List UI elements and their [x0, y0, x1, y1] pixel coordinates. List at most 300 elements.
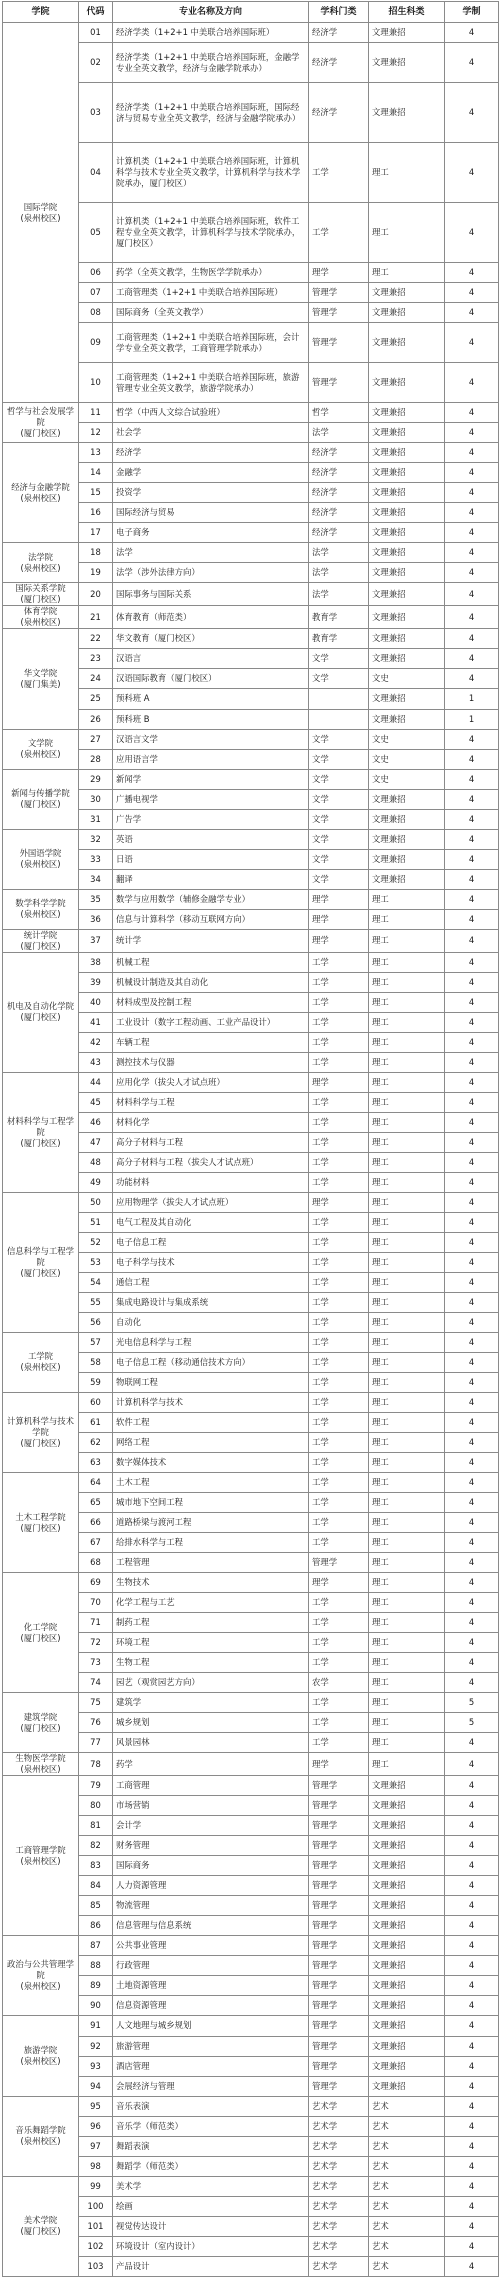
major-code-cell: 19	[79, 563, 113, 583]
school-cell: 哲学与社会发展学院 (厦门校区)	[3, 403, 79, 443]
major-name-cell: 光电信息科学与工程	[113, 1332, 309, 1352]
discipline-cell: 工学	[309, 1232, 369, 1252]
school-cell: 法学院 (泉州校区)	[3, 543, 79, 583]
major-code-cell: 45	[79, 1092, 113, 1112]
major-name-cell: 金融学	[113, 463, 309, 483]
major-code-cell: 91	[79, 2016, 113, 2036]
discipline-cell: 工学	[309, 1172, 369, 1192]
major-name-cell: 药学（全英文教学，生物医学学院承办）	[113, 263, 309, 283]
school-cell: 化工学院 (厦门校区)	[3, 1573, 79, 1693]
enrollment-type-cell: 理工	[369, 1232, 445, 1252]
duration-cell: 4	[445, 463, 499, 483]
major-name-cell: 工商管理类（1+2+1 中美联合培养国际班，旅游管理专业全英文教学，旅游学院承办）	[113, 363, 309, 403]
enrollment-type-cell: 理工	[369, 1573, 445, 1593]
major-code-cell: 77	[79, 1733, 113, 1753]
discipline-cell: 艺术学	[309, 2116, 369, 2136]
enrollment-type-cell: 理工	[369, 1212, 445, 1232]
duration-cell: 4	[445, 263, 499, 283]
enrollment-type-cell: 文理兼招	[369, 809, 445, 829]
major-code-cell: 84	[79, 1876, 113, 1896]
major-name-cell: 数学与应用数学（辅修金融学专业）	[113, 889, 309, 909]
major-code-cell: 33	[79, 849, 113, 869]
duration-cell: 4	[445, 1836, 499, 1856]
major-name-cell: 市场营销	[113, 1796, 309, 1816]
major-name-cell: 人力资源管理	[113, 1876, 309, 1896]
enrollment-type-cell: 理工	[369, 1733, 445, 1753]
major-name-cell: 化学工程与工艺	[113, 1593, 309, 1613]
discipline-cell: 文学	[309, 789, 369, 809]
major-name-cell: 人文地理与城乡规划	[113, 2016, 309, 2036]
major-name-cell: 药学	[113, 1753, 309, 1776]
duration-cell: 4	[445, 1413, 499, 1433]
discipline-cell: 工学	[309, 1493, 369, 1513]
major-code-cell: 78	[79, 1753, 113, 1776]
enrollment-type-cell: 艺术	[369, 2236, 445, 2256]
duration-cell: 4	[445, 1433, 499, 1453]
enrollment-type-cell: 理工	[369, 1593, 445, 1613]
major-code-cell: 36	[79, 909, 113, 929]
major-code-cell: 37	[79, 929, 113, 952]
major-code-cell: 28	[79, 749, 113, 769]
discipline-cell: 工学	[309, 1713, 369, 1733]
major-name-cell: 信息资源管理	[113, 1996, 309, 2016]
school-cell: 统计学院 (厦门校区)	[3, 929, 79, 952]
enrollment-type-cell: 艺术	[369, 2116, 445, 2136]
discipline-cell: 管理学	[309, 363, 369, 403]
enrollment-type-cell: 文理兼招	[369, 423, 445, 443]
discipline-cell: 工学	[309, 1453, 369, 1473]
major-name-cell: 风景园林	[113, 1733, 309, 1753]
major-name-cell: 测控技术与仪器	[113, 1052, 309, 1072]
major-code-cell: 102	[79, 2236, 113, 2256]
duration-cell: 4	[445, 1573, 499, 1593]
major-code-cell: 90	[79, 1996, 113, 2016]
major-name-cell: 工商管理	[113, 1776, 309, 1796]
school-cell: 文学院 (泉州校区)	[3, 729, 79, 769]
duration-cell: 4	[445, 1393, 499, 1413]
major-name-cell: 工商管理类（1+2+1 中美联合培养国际班）	[113, 283, 309, 303]
major-code-cell: 69	[79, 1573, 113, 1593]
table-row	[3, 889, 499, 909]
major-code-cell: 62	[79, 1433, 113, 1453]
duration-cell: 1	[445, 689, 499, 709]
duration-cell: 4	[445, 789, 499, 809]
major-name-cell: 产品设计	[113, 2256, 309, 2276]
discipline-cell: 工学	[309, 1092, 369, 1112]
duration-cell: 4	[445, 729, 499, 749]
duration-cell: 4	[445, 1753, 499, 1776]
discipline-cell	[309, 689, 369, 709]
major-code-cell: 66	[79, 1513, 113, 1533]
school-cell: 国际关系学院 (厦门校区)	[3, 583, 79, 606]
table-row	[3, 1776, 499, 1796]
discipline-cell: 艺术学	[309, 2236, 369, 2256]
discipline-cell: 经济学	[309, 463, 369, 483]
discipline-cell	[309, 709, 369, 729]
enrollment-type-cell: 理工	[369, 1513, 445, 1533]
major-code-cell: 87	[79, 1936, 113, 1956]
major-code-cell: 63	[79, 1453, 113, 1473]
major-name-cell: 会计学	[113, 1816, 309, 1836]
enrollment-type-cell: 文理兼招	[369, 403, 445, 423]
major-name-cell: 生物技术	[113, 1573, 309, 1593]
major-name-cell: 工业设计（数字工程动画、工业产品设计）	[113, 1012, 309, 1032]
major-code-cell: 34	[79, 869, 113, 889]
discipline-cell: 管理学	[309, 2016, 369, 2036]
major-name-cell: 信息与计算科学（移动互联网方向）	[113, 909, 309, 929]
table-row	[3, 1393, 499, 1413]
discipline-cell: 经济学	[309, 503, 369, 523]
major-code-cell: 96	[79, 2116, 113, 2136]
enrollment-type-cell: 理工	[369, 1032, 445, 1052]
duration-cell: 4	[445, 2256, 499, 2276]
major-code-cell: 21	[79, 606, 113, 629]
discipline-cell: 工学	[309, 1593, 369, 1613]
major-code-cell: 86	[79, 1916, 113, 1936]
major-code-cell: 13	[79, 443, 113, 463]
duration-cell: 4	[445, 1352, 499, 1372]
enrollment-type-cell: 文理兼招	[369, 1776, 445, 1796]
major-name-cell: 法学	[113, 543, 309, 563]
discipline-cell: 工学	[309, 1032, 369, 1052]
major-code-cell: 06	[79, 263, 113, 283]
duration-cell: 5	[445, 1693, 499, 1713]
table-row	[3, 543, 499, 563]
discipline-cell: 农学	[309, 1673, 369, 1693]
discipline-cell: 工学	[309, 1393, 369, 1413]
major-code-cell: 44	[79, 1072, 113, 1092]
major-code-cell: 16	[79, 503, 113, 523]
enrollment-type-cell: 文理兼招	[369, 689, 445, 709]
enrollment-type-cell: 理工	[369, 1473, 445, 1493]
major-name-cell: 数字媒体技术	[113, 1453, 309, 1473]
major-code-cell: 43	[79, 1052, 113, 1072]
table-body	[3, 23, 499, 2277]
duration-cell: 4	[445, 563, 499, 583]
header-discipline: 学科门类	[309, 2, 369, 23]
duration-cell: 4	[445, 23, 499, 43]
major-code-cell: 20	[79, 583, 113, 606]
major-code-cell: 25	[79, 689, 113, 709]
major-code-cell: 103	[79, 2256, 113, 2276]
discipline-cell: 法学	[309, 543, 369, 563]
discipline-cell: 管理学	[309, 303, 369, 323]
enrollment-type-cell: 文理兼招	[369, 1996, 445, 2016]
duration-cell: 4	[445, 2116, 499, 2136]
major-name-cell: 预科班 A	[113, 689, 309, 709]
enrollment-type-cell: 文史	[369, 769, 445, 789]
enrollment-type-cell: 理工	[369, 1533, 445, 1553]
discipline-cell: 经济学	[309, 23, 369, 43]
duration-cell: 4	[445, 43, 499, 83]
major-name-cell: 道路桥梁与渡河工程	[113, 1513, 309, 1533]
major-code-cell: 17	[79, 523, 113, 543]
enrollment-type-cell: 文理兼招	[369, 2036, 445, 2056]
major-code-cell: 70	[79, 1593, 113, 1613]
discipline-cell: 管理学	[309, 1956, 369, 1976]
school-cell: 材料科学与工程学院 (厦门校区)	[3, 1072, 79, 1192]
discipline-cell: 理学	[309, 909, 369, 929]
duration-cell: 4	[445, 1776, 499, 1796]
discipline-cell: 管理学	[309, 1896, 369, 1916]
discipline-cell: 管理学	[309, 1916, 369, 1936]
major-code-cell: 08	[79, 303, 113, 323]
discipline-cell: 管理学	[309, 1936, 369, 1956]
major-name-cell: 计算机类（1+2+1 中美联合培养国际班，软件工程专业全英文教学，计算机科学与技术学院承办，厦门校区）	[113, 203, 309, 263]
major-code-cell: 56	[79, 1312, 113, 1332]
table-row	[3, 2096, 499, 2116]
school-cell: 政治与公共管理学院 (泉州校区)	[3, 1936, 79, 2016]
major-name-cell: 园艺（观赏园艺方向）	[113, 1673, 309, 1693]
major-code-cell: 30	[79, 789, 113, 809]
school-cell: 旅游学院 (泉州校区)	[3, 2016, 79, 2096]
major-name-cell: 社会学	[113, 423, 309, 443]
duration-cell: 4	[445, 972, 499, 992]
enrollment-type-cell: 理工	[369, 143, 445, 203]
duration-cell: 4	[445, 1916, 499, 1936]
enrollment-type-cell: 理工	[369, 1312, 445, 1332]
discipline-cell: 管理学	[309, 1996, 369, 2016]
duration-cell: 4	[445, 1172, 499, 1192]
major-code-cell: 82	[79, 1836, 113, 1856]
duration-cell: 4	[445, 849, 499, 869]
duration-cell: 4	[445, 143, 499, 203]
enrollment-type-cell: 理工	[369, 1493, 445, 1513]
duration-cell: 4	[445, 1052, 499, 1072]
major-code-cell: 40	[79, 992, 113, 1012]
major-name-cell: 音乐学（师范类）	[113, 2116, 309, 2136]
major-name-cell: 汉语言文学	[113, 729, 309, 749]
table-row	[3, 583, 499, 606]
duration-cell: 4	[445, 2176, 499, 2196]
duration-cell: 4	[445, 1673, 499, 1693]
major-name-cell: 国际事务与国际关系	[113, 583, 309, 606]
discipline-cell: 工学	[309, 1112, 369, 1132]
discipline-cell: 管理学	[309, 1856, 369, 1876]
enrollment-type-cell: 文理兼招	[369, 363, 445, 403]
discipline-cell: 经济学	[309, 523, 369, 543]
enrollment-type-cell: 文理兼招	[369, 789, 445, 809]
discipline-cell: 文学	[309, 769, 369, 789]
major-name-cell: 土地资源管理	[113, 1976, 309, 1996]
discipline-cell: 工学	[309, 1352, 369, 1372]
discipline-cell: 管理学	[309, 323, 369, 363]
major-name-cell: 广播电视学	[113, 789, 309, 809]
school-cell: 土木工程学院 (厦门校区)	[3, 1473, 79, 1573]
major-name-cell: 国际经济与贸易	[113, 503, 309, 523]
discipline-cell: 艺术学	[309, 2136, 369, 2156]
major-name-cell: 应用物理学（拔尖人才试点班）	[113, 1192, 309, 1212]
table-row	[3, 2016, 499, 2036]
duration-cell: 4	[445, 1212, 499, 1232]
enrollment-type-cell: 理工	[369, 992, 445, 1012]
major-name-cell: 国际商务（全英文教学）	[113, 303, 309, 323]
table-row	[3, 1072, 499, 1092]
duration-cell: 4	[445, 2056, 499, 2076]
discipline-cell: 工学	[309, 1292, 369, 1312]
major-name-cell: 行政管理	[113, 1956, 309, 1976]
discipline-cell: 工学	[309, 1513, 369, 1533]
discipline-cell: 艺术学	[309, 2256, 369, 2276]
major-name-cell: 材料科学与工程	[113, 1092, 309, 1112]
table-row	[3, 23, 499, 43]
major-code-cell: 31	[79, 809, 113, 829]
discipline-cell: 管理学	[309, 1836, 369, 1856]
enrollment-type-cell: 理工	[369, 263, 445, 283]
major-name-cell: 经济学	[113, 443, 309, 463]
major-code-cell: 85	[79, 1896, 113, 1916]
duration-cell: 4	[445, 1112, 499, 1132]
discipline-cell: 工学	[309, 1012, 369, 1032]
discipline-cell: 工学	[309, 1332, 369, 1352]
enrollment-type-cell: 文理兼招	[369, 829, 445, 849]
duration-cell: 4	[445, 483, 499, 503]
major-name-cell: 投资学	[113, 483, 309, 503]
enrollment-type-cell: 文理兼招	[369, 2056, 445, 2076]
major-name-cell: 体育教育（师范类）	[113, 606, 309, 629]
table-row	[3, 829, 499, 849]
major-code-cell: 95	[79, 2096, 113, 2116]
major-name-cell: 环境设计（室内设计）	[113, 2236, 309, 2256]
school-cell: 体育学院 (泉州校区)	[3, 606, 79, 629]
discipline-cell: 管理学	[309, 2056, 369, 2076]
major-name-cell: 经济学类（1+2+1 中美联合培养国际班，金融学专业全英文教学，经济与金融学院承办）	[113, 43, 309, 83]
enrollment-type-cell: 文理兼招	[369, 1836, 445, 1856]
enrollment-type-cell: 理工	[369, 909, 445, 929]
major-code-cell: 26	[79, 709, 113, 729]
discipline-cell: 管理学	[309, 2036, 369, 2056]
school-cell: 信息科学与工程学院 (厦门校区)	[3, 1192, 79, 1332]
discipline-cell: 工学	[309, 1473, 369, 1493]
duration-cell: 4	[445, 303, 499, 323]
discipline-cell: 经济学	[309, 483, 369, 503]
discipline-cell: 理学	[309, 1753, 369, 1776]
major-code-cell: 32	[79, 829, 113, 849]
enrollment-type-cell: 文理兼招	[369, 1816, 445, 1836]
enrollment-type-cell: 理工	[369, 1393, 445, 1413]
duration-cell: 4	[445, 403, 499, 423]
major-name-cell: 制药工程	[113, 1613, 309, 1633]
discipline-cell: 工学	[309, 1693, 369, 1713]
major-code-cell: 64	[79, 1473, 113, 1493]
enrollment-type-cell: 理工	[369, 1252, 445, 1272]
enrollment-type-cell: 理工	[369, 1052, 445, 1072]
enrollment-type-cell: 理工	[369, 1112, 445, 1132]
duration-cell: 4	[445, 1232, 499, 1252]
enrollment-type-cell: 理工	[369, 1713, 445, 1733]
discipline-cell: 文学	[309, 649, 369, 669]
duration-cell: 4	[445, 1473, 499, 1493]
discipline-cell: 理学	[309, 1192, 369, 1212]
major-code-cell: 54	[79, 1272, 113, 1292]
enrollment-type-cell: 文理兼招	[369, 849, 445, 869]
major-name-cell: 绘画	[113, 2196, 309, 2216]
duration-cell: 4	[445, 1856, 499, 1876]
major-name-cell: 自动化	[113, 1312, 309, 1332]
school-cell: 工商管理学院 (泉州校区)	[3, 1776, 79, 1936]
table-row	[3, 769, 499, 789]
table-row	[3, 1473, 499, 1493]
table-row	[3, 729, 499, 749]
header-row	[3, 2, 499, 23]
enrollment-type-cell: 理工	[369, 1172, 445, 1192]
duration-cell: 4	[445, 649, 499, 669]
discipline-cell: 文学	[309, 809, 369, 829]
major-name-cell: 城乡规划	[113, 1713, 309, 1733]
major-code-cell: 29	[79, 769, 113, 789]
discipline-cell: 管理学	[309, 1776, 369, 1796]
school-cell: 华文学院 (厦门集美)	[3, 629, 79, 729]
enrollment-type-cell: 文理兼招	[369, 2076, 445, 2096]
discipline-cell: 工学	[309, 1533, 369, 1553]
enrollment-type-cell: 文理兼招	[369, 563, 445, 583]
major-code-cell: 07	[79, 283, 113, 303]
major-name-cell: 华文教育（厦门校区）	[113, 629, 309, 649]
school-cell: 外国语学院 (泉州校区)	[3, 829, 79, 889]
discipline-cell: 工学	[309, 1433, 369, 1453]
enrollment-type-cell: 文理兼招	[369, 463, 445, 483]
school-cell: 国际学院 (泉州校区)	[3, 23, 79, 403]
major-name-cell: 机械工程	[113, 952, 309, 972]
major-code-cell: 76	[79, 1713, 113, 1733]
major-name-cell: 给排水科学与工程	[113, 1533, 309, 1553]
major-code-cell: 73	[79, 1653, 113, 1673]
major-name-cell: 软件工程	[113, 1413, 309, 1433]
enrollment-type-cell: 艺术	[369, 2196, 445, 2216]
enrollment-type-cell: 文理兼招	[369, 523, 445, 543]
duration-cell: 4	[445, 1876, 499, 1896]
enrollment-type-cell: 文理兼招	[369, 709, 445, 729]
enrollment-type-cell: 理工	[369, 1152, 445, 1172]
school-cell: 新闻与传播学院 (厦门校区)	[3, 769, 79, 829]
table-row	[3, 1693, 499, 1713]
discipline-cell: 工学	[309, 1132, 369, 1152]
discipline-cell: 工学	[309, 1633, 369, 1653]
major-name-cell: 酒店管理	[113, 2056, 309, 2076]
duration-cell: 4	[445, 1493, 499, 1513]
major-name-cell: 应用化学（拔尖人才试点班）	[113, 1072, 309, 1092]
major-code-cell: 60	[79, 1393, 113, 1413]
school-cell: 美术学院 (厦门校区)	[3, 2176, 79, 2276]
major-name-cell: 环境工程	[113, 1633, 309, 1653]
enrollment-type-cell: 文理兼招	[369, 43, 445, 83]
table-row	[3, 1192, 499, 1212]
duration-cell: 4	[445, 423, 499, 443]
discipline-cell: 管理学	[309, 1876, 369, 1896]
major-code-cell: 47	[79, 1132, 113, 1152]
enrollment-type-cell: 文理兼招	[369, 503, 445, 523]
duration-cell: 4	[445, 543, 499, 563]
duration-cell: 4	[445, 1032, 499, 1052]
enrollment-type-cell: 文理兼招	[369, 583, 445, 606]
duration-cell: 4	[445, 503, 499, 523]
major-name-cell: 生物工程	[113, 1653, 309, 1673]
duration-cell: 4	[445, 1272, 499, 1292]
duration-cell: 4	[445, 1072, 499, 1092]
major-name-cell: 高分子材料与工程（拔尖人才试点班）	[113, 1152, 309, 1172]
school-cell: 计算机科学与技术学院 (厦门校区)	[3, 1393, 79, 1473]
school-cell: 生物医学学院 (泉州校区)	[3, 1753, 79, 1776]
discipline-cell: 工学	[309, 992, 369, 1012]
enrollment-type-cell: 文理兼招	[369, 1896, 445, 1916]
enrollment-type-cell: 文理兼招	[369, 649, 445, 669]
discipline-cell: 工学	[309, 1413, 369, 1433]
duration-cell: 4	[445, 2036, 499, 2056]
major-code-cell: 93	[79, 2056, 113, 2076]
major-code-cell: 75	[79, 1693, 113, 1713]
duration-cell: 4	[445, 1633, 499, 1653]
header-school: 学院	[3, 2, 79, 23]
